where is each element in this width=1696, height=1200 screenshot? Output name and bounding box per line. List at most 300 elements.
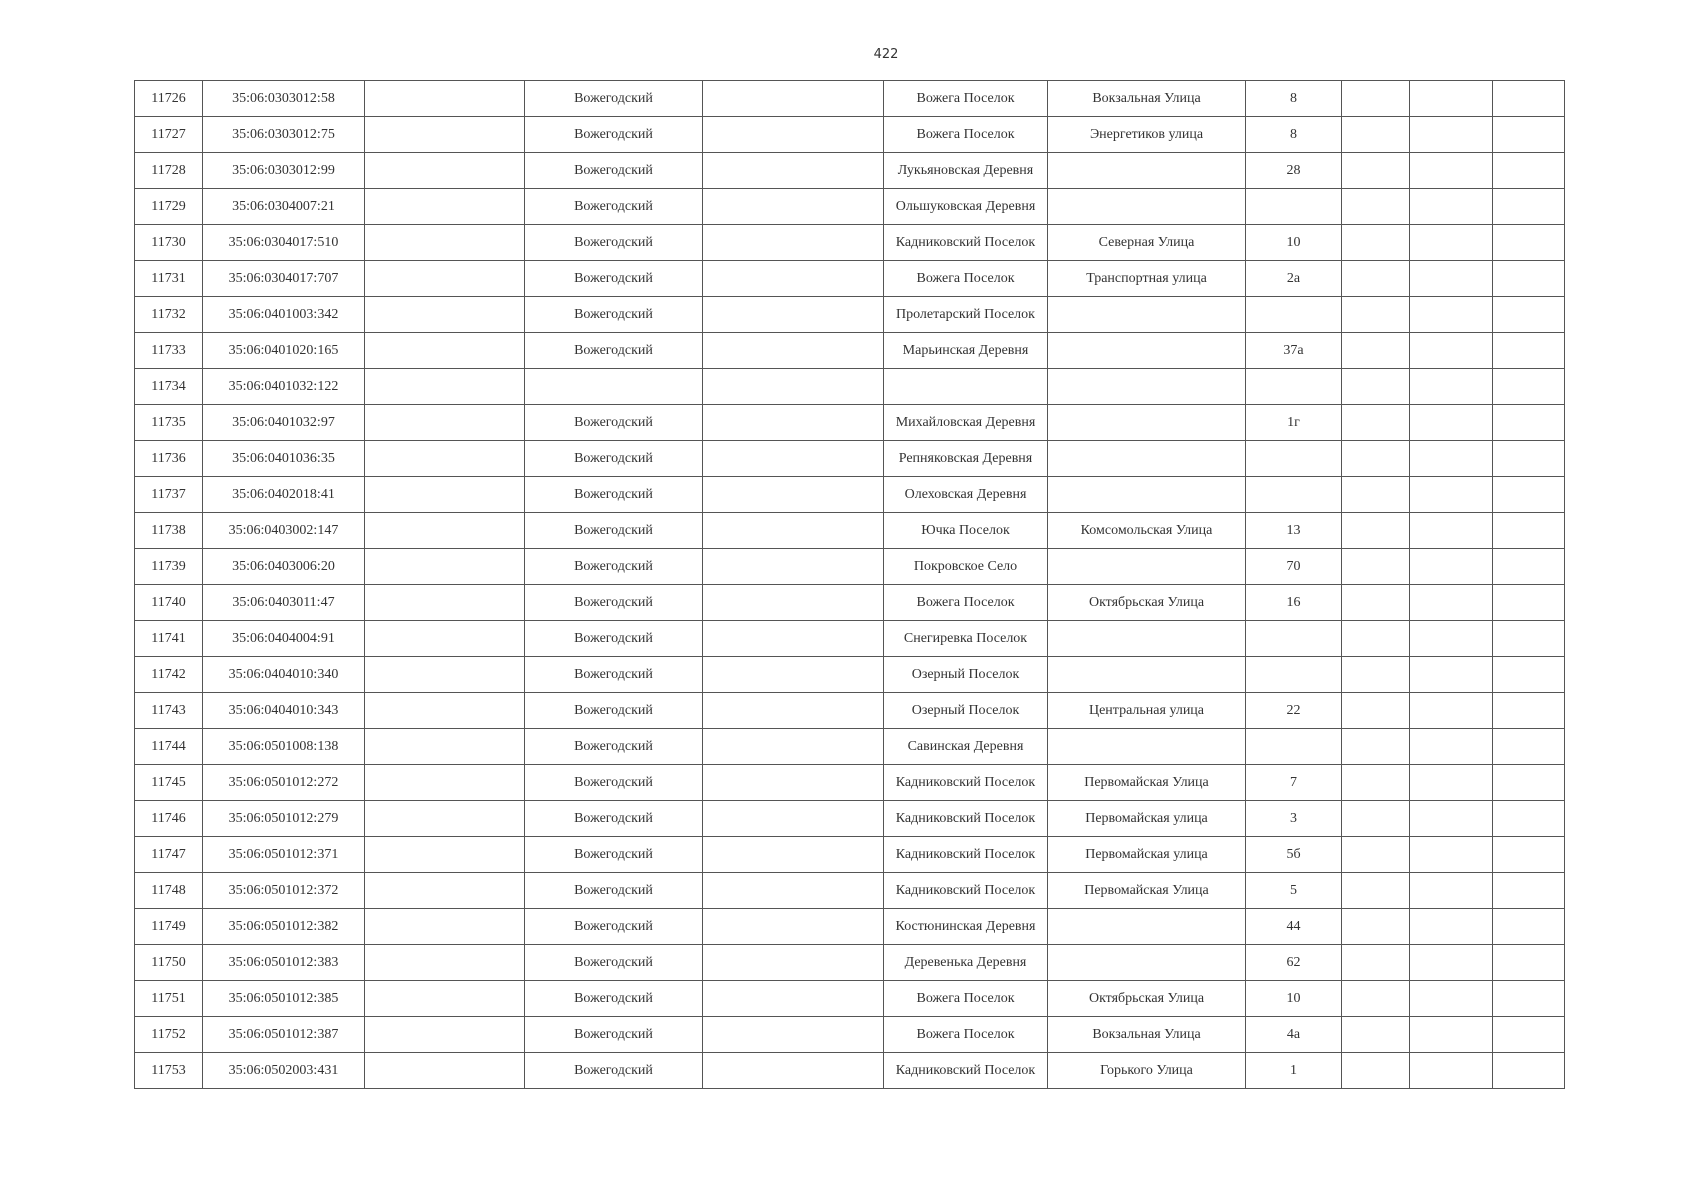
region-cell	[365, 261, 525, 297]
locality-cell: Вожега Поселок	[884, 1017, 1048, 1053]
page-number: 422	[873, 47, 899, 62]
extra-cell-2	[1410, 369, 1493, 405]
city-cell	[703, 405, 884, 441]
cadastral-number-cell: 35:06:0303012:99	[203, 153, 365, 189]
street-cell	[1048, 909, 1246, 945]
table-row	[135, 1053, 1565, 1089]
row-number-cell: 11744	[135, 729, 203, 765]
extra-cell-2	[1410, 333, 1493, 369]
house-number-cell: 44	[1246, 909, 1342, 945]
city-cell	[703, 81, 884, 117]
cadastral-number-cell: 35:06:0303012:75	[203, 117, 365, 153]
street-cell: Октябрьская Улица	[1048, 585, 1246, 621]
locality-cell: Пролетарский Поселок	[884, 297, 1048, 333]
locality-cell: Кадниковский Поселок	[884, 837, 1048, 873]
table-row	[135, 261, 1565, 297]
row-number-cell: 11753	[135, 1053, 203, 1089]
house-number-cell: 8	[1246, 81, 1342, 117]
extra-cell-1	[1342, 261, 1410, 297]
extra-cell-3	[1493, 81, 1565, 117]
region-cell	[365, 441, 525, 477]
region-cell	[365, 765, 525, 801]
extra-cell-1	[1342, 153, 1410, 189]
street-cell	[1048, 153, 1246, 189]
extra-cell-2	[1410, 153, 1493, 189]
extra-cell-1	[1342, 297, 1410, 333]
extra-cell-2	[1410, 981, 1493, 1017]
table-row	[135, 405, 1565, 441]
region-cell	[365, 405, 525, 441]
cadastral-number-cell: 35:06:0404010:340	[203, 657, 365, 693]
extra-cell-3	[1493, 873, 1565, 909]
extra-cell-1	[1342, 765, 1410, 801]
row-number-cell: 11748	[135, 873, 203, 909]
extra-cell-3	[1493, 657, 1565, 693]
house-number-cell	[1246, 729, 1342, 765]
street-cell: Северная Улица	[1048, 225, 1246, 261]
table-row	[135, 621, 1565, 657]
extra-cell-2	[1410, 585, 1493, 621]
cadastral-number-cell: 35:06:0403011:47	[203, 585, 365, 621]
region-cell	[365, 837, 525, 873]
row-number-cell: 11729	[135, 189, 203, 225]
extra-cell-2	[1410, 225, 1493, 261]
district-cell: Вожегодский	[525, 405, 703, 441]
street-cell: Первомайская Улица	[1048, 765, 1246, 801]
locality-cell: Деревенька Деревня	[884, 945, 1048, 981]
house-number-cell: 2а	[1246, 261, 1342, 297]
extra-cell-1	[1342, 513, 1410, 549]
row-number-cell: 11732	[135, 297, 203, 333]
city-cell	[703, 621, 884, 657]
extra-cell-1	[1342, 333, 1410, 369]
table-row	[135, 657, 1565, 693]
district-cell: Вожегодский	[525, 549, 703, 585]
house-number-cell: 22	[1246, 693, 1342, 729]
cadastral-number-cell: 35:06:0402018:41	[203, 477, 365, 513]
locality-cell: Озерный Поселок	[884, 693, 1048, 729]
house-number-cell: 10	[1246, 225, 1342, 261]
extra-cell-3	[1493, 729, 1565, 765]
extra-cell-3	[1493, 369, 1565, 405]
house-number-cell	[1246, 297, 1342, 333]
row-number-cell: 11737	[135, 477, 203, 513]
extra-cell-1	[1342, 657, 1410, 693]
city-cell	[703, 513, 884, 549]
row-number-cell: 11730	[135, 225, 203, 261]
locality-cell: Михайловская Деревня	[884, 405, 1048, 441]
house-number-cell: 13	[1246, 513, 1342, 549]
street-cell: Первомайская Улица	[1048, 873, 1246, 909]
house-number-cell	[1246, 369, 1342, 405]
row-number-cell: 11735	[135, 405, 203, 441]
extra-cell-3	[1493, 153, 1565, 189]
city-cell	[703, 801, 884, 837]
city-cell	[703, 477, 884, 513]
city-cell	[703, 297, 884, 333]
cadastral-number-cell: 35:06:0304007:21	[203, 189, 365, 225]
extra-cell-1	[1342, 405, 1410, 441]
row-number-cell: 11741	[135, 621, 203, 657]
locality-cell: Вожега Поселок	[884, 81, 1048, 117]
extra-cell-3	[1493, 405, 1565, 441]
cadastral-number-cell: 35:06:0401003:342	[203, 297, 365, 333]
locality-cell: Ольшуковская Деревня	[884, 189, 1048, 225]
extra-cell-3	[1493, 513, 1565, 549]
row-number-cell: 11727	[135, 117, 203, 153]
extra-cell-2	[1410, 801, 1493, 837]
region-cell	[365, 945, 525, 981]
table-row	[135, 225, 1565, 261]
row-number-cell: 11738	[135, 513, 203, 549]
city-cell	[703, 585, 884, 621]
locality-cell: Кадниковский Поселок	[884, 765, 1048, 801]
extra-cell-3	[1493, 297, 1565, 333]
region-cell	[365, 117, 525, 153]
city-cell	[703, 189, 884, 225]
table-row	[135, 945, 1565, 981]
cadastral-number-cell: 35:06:0404004:91	[203, 621, 365, 657]
region-cell	[365, 981, 525, 1017]
extra-cell-3	[1493, 765, 1565, 801]
row-number-cell: 11749	[135, 909, 203, 945]
row-number-cell: 11752	[135, 1017, 203, 1053]
district-cell: Вожегодский	[525, 1053, 703, 1089]
region-cell	[365, 549, 525, 585]
city-cell	[703, 549, 884, 585]
house-number-cell: 1г	[1246, 405, 1342, 441]
district-cell	[525, 369, 703, 405]
extra-cell-1	[1342, 621, 1410, 657]
district-cell: Вожегодский	[525, 909, 703, 945]
cadastral-number-cell: 35:06:0403006:20	[203, 549, 365, 585]
region-cell	[365, 1053, 525, 1089]
locality-cell: Покровское Село	[884, 549, 1048, 585]
house-number-cell	[1246, 657, 1342, 693]
city-cell	[703, 117, 884, 153]
extra-cell-3	[1493, 837, 1565, 873]
city-cell	[703, 945, 884, 981]
region-cell	[365, 909, 525, 945]
district-cell: Вожегодский	[525, 189, 703, 225]
city-cell	[703, 369, 884, 405]
extra-cell-3	[1493, 477, 1565, 513]
district-cell: Вожегодский	[525, 477, 703, 513]
cadastral-number-cell: 35:06:0304017:707	[203, 261, 365, 297]
cadastral-number-cell: 35:06:0403002:147	[203, 513, 365, 549]
region-cell	[365, 1017, 525, 1053]
table-row	[135, 801, 1565, 837]
region-cell	[365, 225, 525, 261]
extra-cell-1	[1342, 477, 1410, 513]
extra-cell-3	[1493, 225, 1565, 261]
extra-cell-3	[1493, 981, 1565, 1017]
extra-cell-2	[1410, 873, 1493, 909]
cadastral-number-cell: 35:06:0401032:122	[203, 369, 365, 405]
table-row	[135, 513, 1565, 549]
district-cell: Вожегодский	[525, 801, 703, 837]
extra-cell-1	[1342, 801, 1410, 837]
table-row	[135, 693, 1565, 729]
district-cell: Вожегодский	[525, 261, 703, 297]
street-cell	[1048, 657, 1246, 693]
locality-cell: Марьинская Деревня	[884, 333, 1048, 369]
house-number-cell: 3	[1246, 801, 1342, 837]
locality-cell: Репняковская Деревня	[884, 441, 1048, 477]
extra-cell-3	[1493, 1017, 1565, 1053]
extra-cell-2	[1410, 297, 1493, 333]
house-number-cell: 7	[1246, 765, 1342, 801]
street-cell	[1048, 549, 1246, 585]
table-row	[135, 441, 1565, 477]
locality-cell: Костюнинская Деревня	[884, 909, 1048, 945]
locality-cell: Снегиревка Поселок	[884, 621, 1048, 657]
extra-cell-2	[1410, 81, 1493, 117]
street-cell	[1048, 945, 1246, 981]
street-cell: Первомайская улица	[1048, 837, 1246, 873]
extra-cell-3	[1493, 333, 1565, 369]
cadastral-number-cell: 35:06:0401036:35	[203, 441, 365, 477]
cadastral-number-cell: 35:06:0404010:343	[203, 693, 365, 729]
extra-cell-2	[1410, 657, 1493, 693]
region-cell	[365, 189, 525, 225]
city-cell	[703, 225, 884, 261]
house-number-cell: 10	[1246, 981, 1342, 1017]
row-number-cell: 11734	[135, 369, 203, 405]
extra-cell-3	[1493, 189, 1565, 225]
street-cell: Октябрьская Улица	[1048, 981, 1246, 1017]
row-number-cell: 11747	[135, 837, 203, 873]
extra-cell-3	[1493, 693, 1565, 729]
city-cell	[703, 153, 884, 189]
district-cell: Вожегодский	[525, 513, 703, 549]
house-number-cell: 70	[1246, 549, 1342, 585]
table-row	[135, 909, 1565, 945]
street-cell: Энергетиков улица	[1048, 117, 1246, 153]
table-row	[135, 189, 1565, 225]
region-cell	[365, 801, 525, 837]
district-cell: Вожегодский	[525, 441, 703, 477]
city-cell	[703, 1053, 884, 1089]
row-number-cell: 11743	[135, 693, 203, 729]
table-row	[135, 549, 1565, 585]
extra-cell-1	[1342, 1053, 1410, 1089]
extra-cell-1	[1342, 873, 1410, 909]
table-row	[135, 981, 1565, 1017]
region-cell	[365, 729, 525, 765]
district-cell: Вожегодский	[525, 837, 703, 873]
extra-cell-2	[1410, 261, 1493, 297]
row-number-cell: 11746	[135, 801, 203, 837]
street-cell: Вокзальная Улица	[1048, 1017, 1246, 1053]
house-number-cell: 1	[1246, 1053, 1342, 1089]
locality-cell: Озерный Поселок	[884, 657, 1048, 693]
extra-cell-1	[1342, 117, 1410, 153]
table-row	[135, 765, 1565, 801]
table-row	[135, 81, 1565, 117]
region-cell	[365, 657, 525, 693]
region-cell	[365, 369, 525, 405]
extra-cell-1	[1342, 981, 1410, 1017]
row-number-cell: 11742	[135, 657, 203, 693]
cadastral-number-cell: 35:06:0303012:58	[203, 81, 365, 117]
extra-cell-2	[1410, 837, 1493, 873]
street-cell	[1048, 477, 1246, 513]
region-cell	[365, 873, 525, 909]
district-cell: Вожегодский	[525, 81, 703, 117]
table-row	[135, 333, 1565, 369]
city-cell	[703, 333, 884, 369]
extra-cell-2	[1410, 477, 1493, 513]
extra-cell-1	[1342, 1017, 1410, 1053]
extra-cell-1	[1342, 837, 1410, 873]
street-cell	[1048, 621, 1246, 657]
street-cell	[1048, 333, 1246, 369]
city-cell	[703, 261, 884, 297]
locality-cell: Ючка Поселок	[884, 513, 1048, 549]
house-number-cell: 37а	[1246, 333, 1342, 369]
extra-cell-3	[1493, 585, 1565, 621]
table-body	[135, 81, 1565, 1089]
region-cell	[365, 153, 525, 189]
street-cell: Горького Улица	[1048, 1053, 1246, 1089]
locality-cell: Вожега Поселок	[884, 981, 1048, 1017]
district-cell: Вожегодский	[525, 945, 703, 981]
district-cell: Вожегодский	[525, 1017, 703, 1053]
city-cell	[703, 765, 884, 801]
cadastral-number-cell: 35:06:0501012:371	[203, 837, 365, 873]
extra-cell-1	[1342, 189, 1410, 225]
table-row	[135, 873, 1565, 909]
row-number-cell: 11750	[135, 945, 203, 981]
region-cell	[365, 81, 525, 117]
extra-cell-2	[1410, 729, 1493, 765]
street-cell: Центральная улица	[1048, 693, 1246, 729]
house-number-cell	[1246, 477, 1342, 513]
extra-cell-3	[1493, 945, 1565, 981]
house-number-cell: 28	[1246, 153, 1342, 189]
street-cell: Вокзальная Улица	[1048, 81, 1246, 117]
extra-cell-2	[1410, 549, 1493, 585]
table-row	[135, 477, 1565, 513]
district-cell: Вожегодский	[525, 765, 703, 801]
cadastral-number-cell: 35:06:0501012:383	[203, 945, 365, 981]
district-cell: Вожегодский	[525, 693, 703, 729]
extra-cell-2	[1410, 693, 1493, 729]
row-number-cell: 11733	[135, 333, 203, 369]
street-cell	[1048, 189, 1246, 225]
region-cell	[365, 297, 525, 333]
extra-cell-2	[1410, 909, 1493, 945]
table-row	[135, 585, 1565, 621]
extra-cell-1	[1342, 585, 1410, 621]
cadastral-number-cell: 35:06:0401020:165	[203, 333, 365, 369]
city-cell	[703, 657, 884, 693]
row-number-cell: 11726	[135, 81, 203, 117]
district-cell: Вожегодский	[525, 117, 703, 153]
locality-cell: Кадниковский Поселок	[884, 225, 1048, 261]
locality-cell: Олеховская Деревня	[884, 477, 1048, 513]
extra-cell-2	[1410, 189, 1493, 225]
extra-cell-1	[1342, 441, 1410, 477]
cadastral-number-cell: 35:06:0501008:138	[203, 729, 365, 765]
district-cell: Вожегодский	[525, 873, 703, 909]
extra-cell-1	[1342, 225, 1410, 261]
city-cell	[703, 729, 884, 765]
cadastral-number-cell: 35:06:0304017:510	[203, 225, 365, 261]
table-row	[135, 153, 1565, 189]
extra-cell-3	[1493, 117, 1565, 153]
cadastral-number-cell: 35:06:0501012:385	[203, 981, 365, 1017]
cadastral-number-cell: 35:06:0401032:97	[203, 405, 365, 441]
district-cell: Вожегодский	[525, 657, 703, 693]
region-cell	[365, 621, 525, 657]
row-number-cell: 11728	[135, 153, 203, 189]
city-cell	[703, 981, 884, 1017]
district-cell: Вожегодский	[525, 621, 703, 657]
extra-cell-2	[1410, 1017, 1493, 1053]
table-row	[135, 117, 1565, 153]
extra-cell-1	[1342, 909, 1410, 945]
extra-cell-3	[1493, 909, 1565, 945]
district-cell: Вожегодский	[525, 585, 703, 621]
row-number-cell: 11731	[135, 261, 203, 297]
extra-cell-3	[1493, 801, 1565, 837]
city-cell	[703, 693, 884, 729]
extra-cell-3	[1493, 1053, 1565, 1089]
registry-table	[134, 80, 1565, 1089]
table-row	[135, 1017, 1565, 1053]
street-cell	[1048, 441, 1246, 477]
cadastral-number-cell: 35:06:0501012:387	[203, 1017, 365, 1053]
region-cell	[365, 513, 525, 549]
extra-cell-2	[1410, 1053, 1493, 1089]
locality-cell: Лукьяновская Деревня	[884, 153, 1048, 189]
cadastral-number-cell: 35:06:0501012:272	[203, 765, 365, 801]
row-number-cell: 11736	[135, 441, 203, 477]
house-number-cell: 8	[1246, 117, 1342, 153]
region-cell	[365, 333, 525, 369]
locality-cell: Вожега Поселок	[884, 261, 1048, 297]
house-number-cell: 62	[1246, 945, 1342, 981]
street-cell	[1048, 297, 1246, 333]
street-cell	[1048, 729, 1246, 765]
extra-cell-1	[1342, 549, 1410, 585]
locality-cell: Кадниковский Поселок	[884, 1053, 1048, 1089]
extra-cell-2	[1410, 765, 1493, 801]
cadastral-number-cell: 35:06:0501012:279	[203, 801, 365, 837]
house-number-cell	[1246, 189, 1342, 225]
extra-cell-1	[1342, 693, 1410, 729]
extra-cell-1	[1342, 81, 1410, 117]
locality-cell: Вожега Поселок	[884, 117, 1048, 153]
extra-cell-1	[1342, 369, 1410, 405]
locality-cell: Вожега Поселок	[884, 585, 1048, 621]
city-cell	[703, 441, 884, 477]
locality-cell: Кадниковский Поселок	[884, 801, 1048, 837]
extra-cell-3	[1493, 549, 1565, 585]
house-number-cell: 5	[1246, 873, 1342, 909]
house-number-cell	[1246, 441, 1342, 477]
house-number-cell: 16	[1246, 585, 1342, 621]
district-cell: Вожегодский	[525, 333, 703, 369]
district-cell: Вожегодский	[525, 297, 703, 333]
extra-cell-1	[1342, 945, 1410, 981]
locality-cell	[884, 369, 1048, 405]
street-cell: Транспортная улица	[1048, 261, 1246, 297]
district-cell: Вожегодский	[525, 729, 703, 765]
row-number-cell: 11739	[135, 549, 203, 585]
